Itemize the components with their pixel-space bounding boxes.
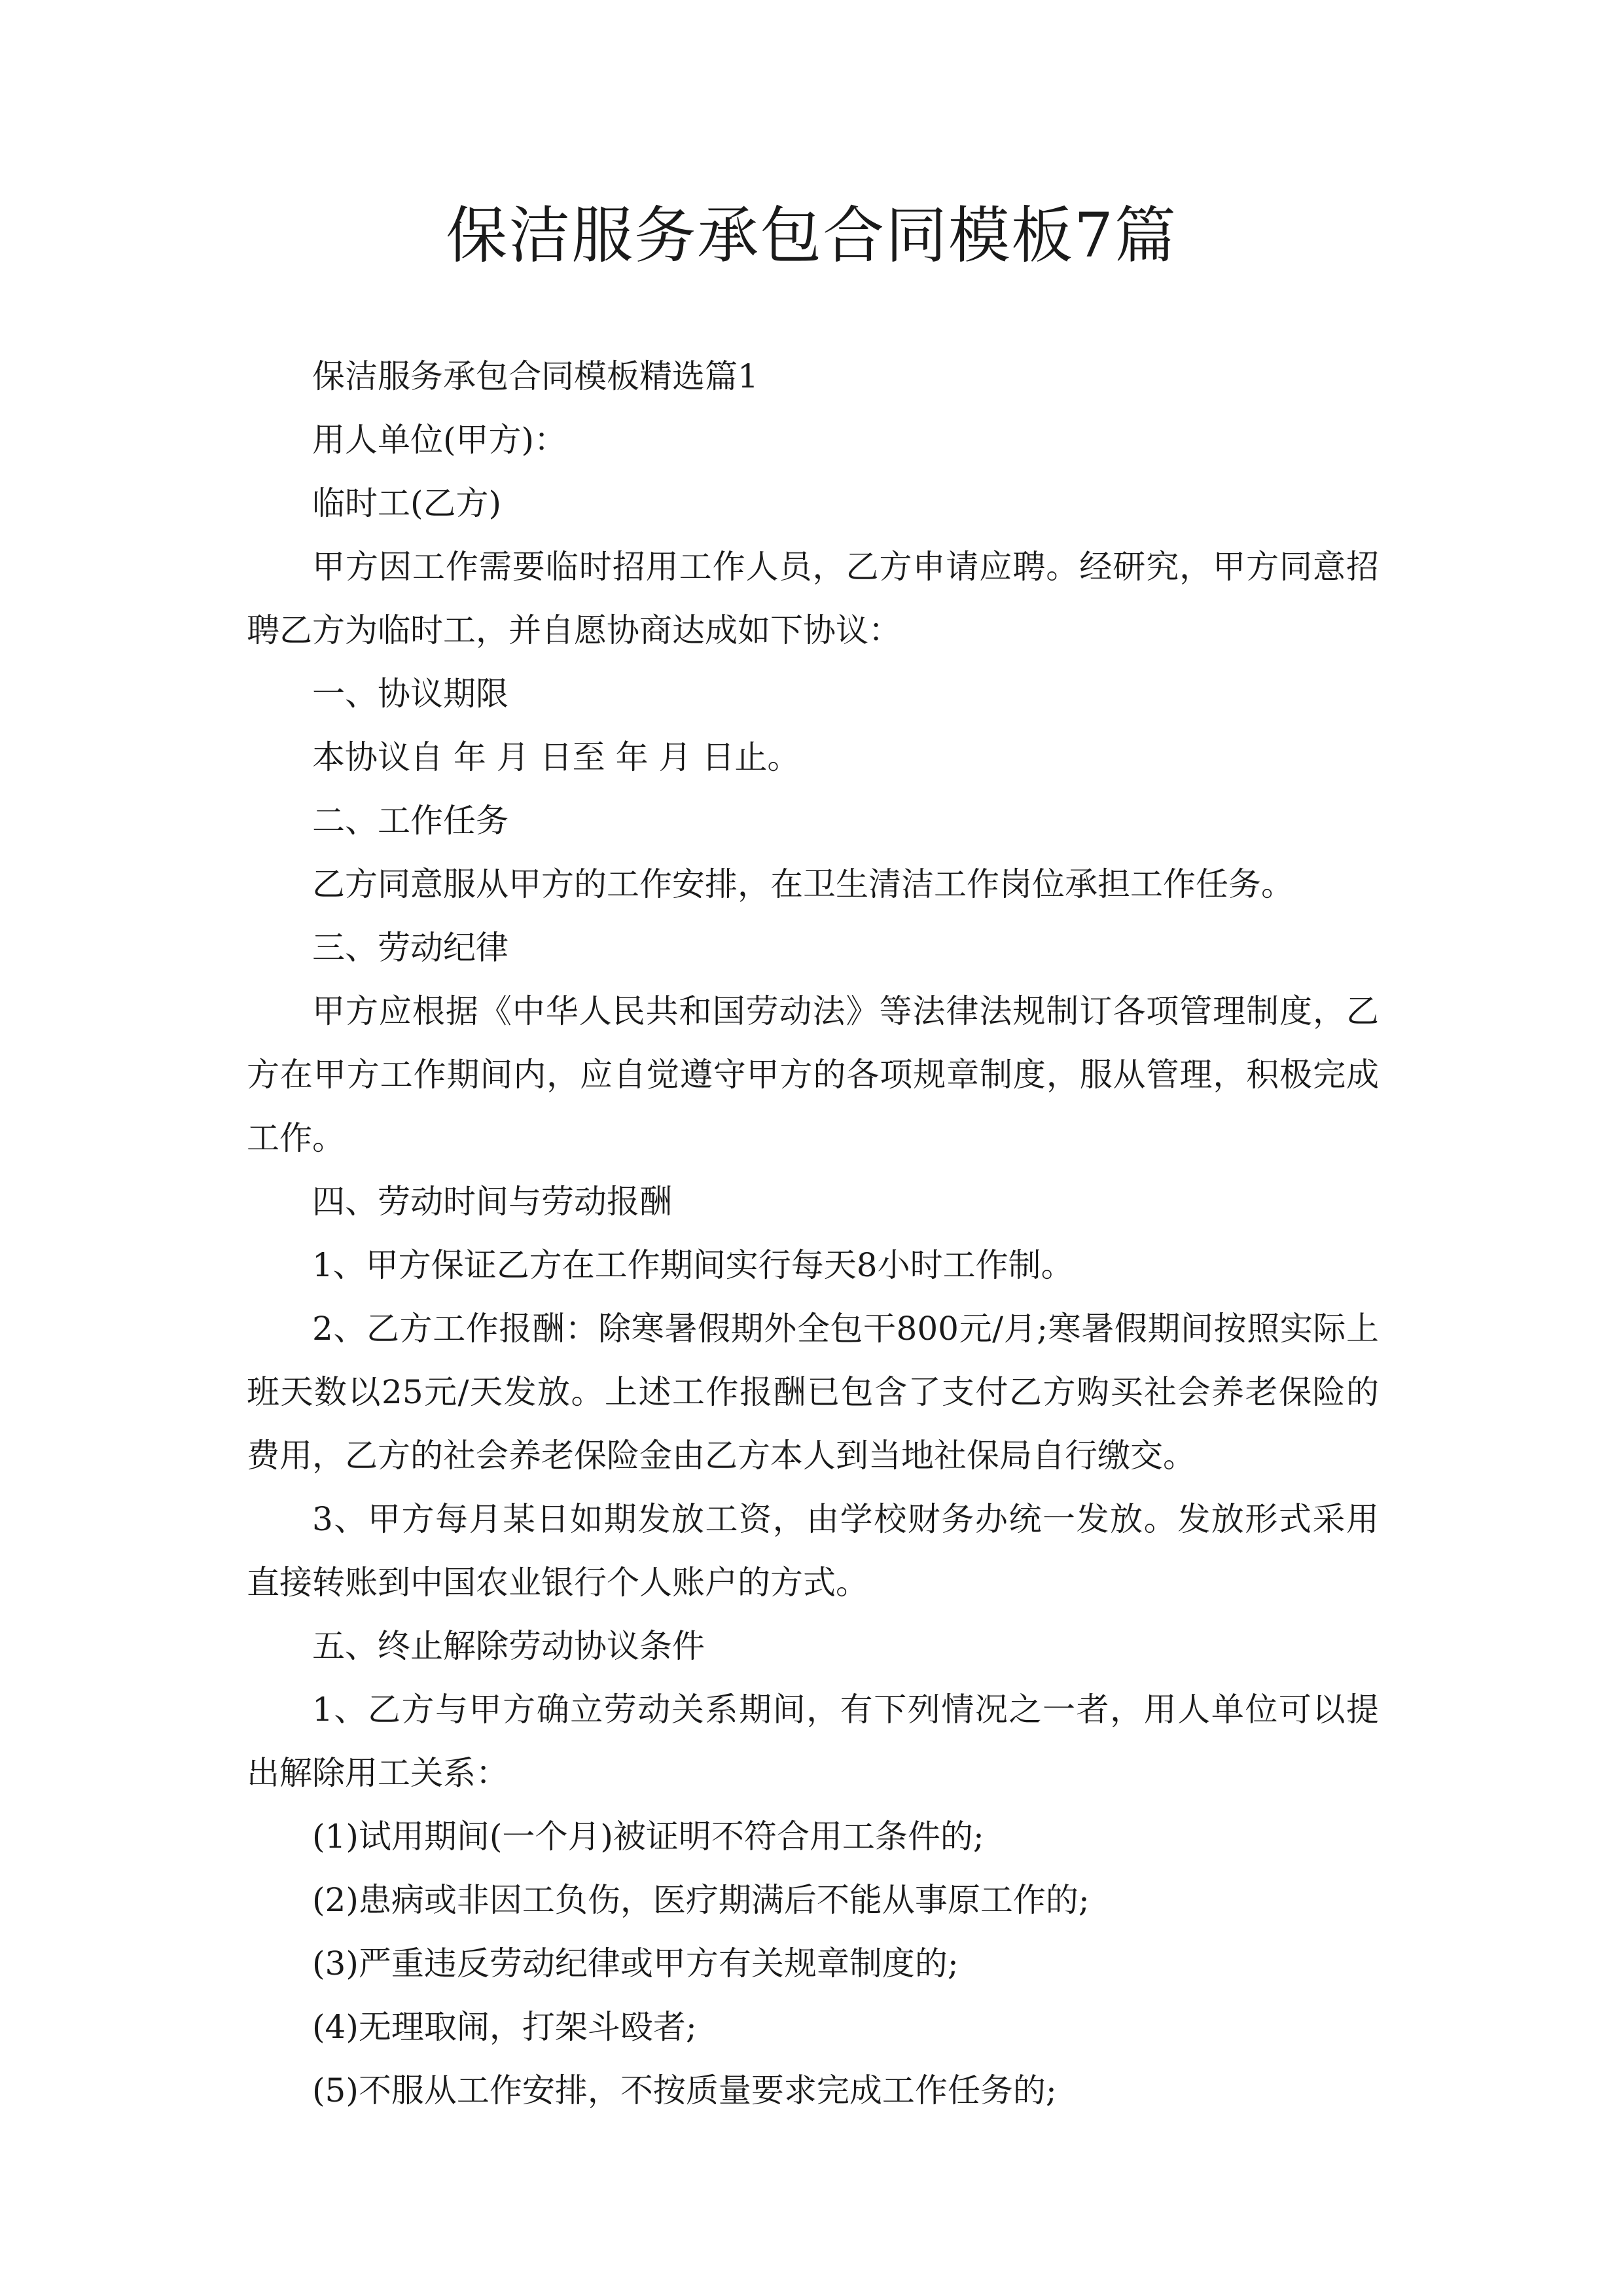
paragraph: 甲方因工作需要临时招用工作人员，乙方申请应聘。经研究，甲方同意招聘乙方为临时工，并自愿协商达成如下协议： — [247, 548, 1379, 649]
paragraph: 甲方应根据《中华人民共和国劳动法》等法律法规制订各项管理制度，乙方在甲方工作期间内，应自觉遵守甲方的各项规章制度，服从管理，积极完成工作。 — [247, 992, 1379, 1157]
paragraph: 3、甲方每月某日如期发放工资，由学校财务办统一发放。发放形式采用直接转账到中国农业银行个人账户的方式。 — [247, 1500, 1379, 1602]
clause-heading: 一、协议期限 — [312, 675, 508, 713]
clause-heading: 三、劳动纪律 — [312, 929, 508, 967]
clause-heading: 五、终止解除劳动协议条件 — [312, 1627, 705, 1665]
clause-heading: 二、工作任务 — [312, 802, 508, 840]
clause-heading: 四、劳动时间与劳动报酬 — [312, 1183, 672, 1221]
document-body — [247, 345, 1379, 2123]
list-item: (4)无理取闹，打架斗殴者; — [312, 2008, 697, 2046]
party-b-line: 临时工(乙方) — [312, 484, 502, 522]
list-item: (3)严重违反劳动纪律或甲方有关规章制度的; — [312, 1945, 959, 1982]
list-item: (5)不服从工作安排，不按质量要求完成工作任务的; — [312, 2072, 1057, 2109]
paragraph: 1、乙方与甲方确立劳动关系期间，有下列情况之一者，用人单位可以提出解除用工关系： — [247, 1691, 1379, 1792]
paragraph: 2、乙方工作报酬：除寒暑假期外全包干800元/月;寒暑假期间按照实际上班天数以25元/天发放。上述工作报酬已包含了支付乙方购买社会养老保险的费用，乙方的社会养老保险金由乙方本人到当地社保局自行缴交。 — [247, 1310, 1379, 1475]
paragraph: 1、甲方保证乙方在工作期间实行每天8小时工作制。 — [312, 1246, 1074, 1284]
list-item: (2)患病或非因工负伤，医疗期满后不能从事原工作的; — [312, 1881, 1090, 1919]
list-item: (1)试用期间(一个月)被证明不符合用工条件的; — [312, 1818, 984, 1856]
section-heading: 保洁服务承包合同模板精选篇1 — [312, 357, 758, 395]
paragraph: 本协议自 年 月 日至 年 月 日止。 — [312, 738, 800, 776]
paragraph: 乙方同意服从甲方的工作安排，在卫生清洁工作岗位承担工作任务。 — [312, 865, 1294, 903]
party-a-line: 用人单位(甲方)： — [312, 421, 567, 459]
document-title: 保洁服务承包合同模板7篇 — [446, 200, 1177, 272]
